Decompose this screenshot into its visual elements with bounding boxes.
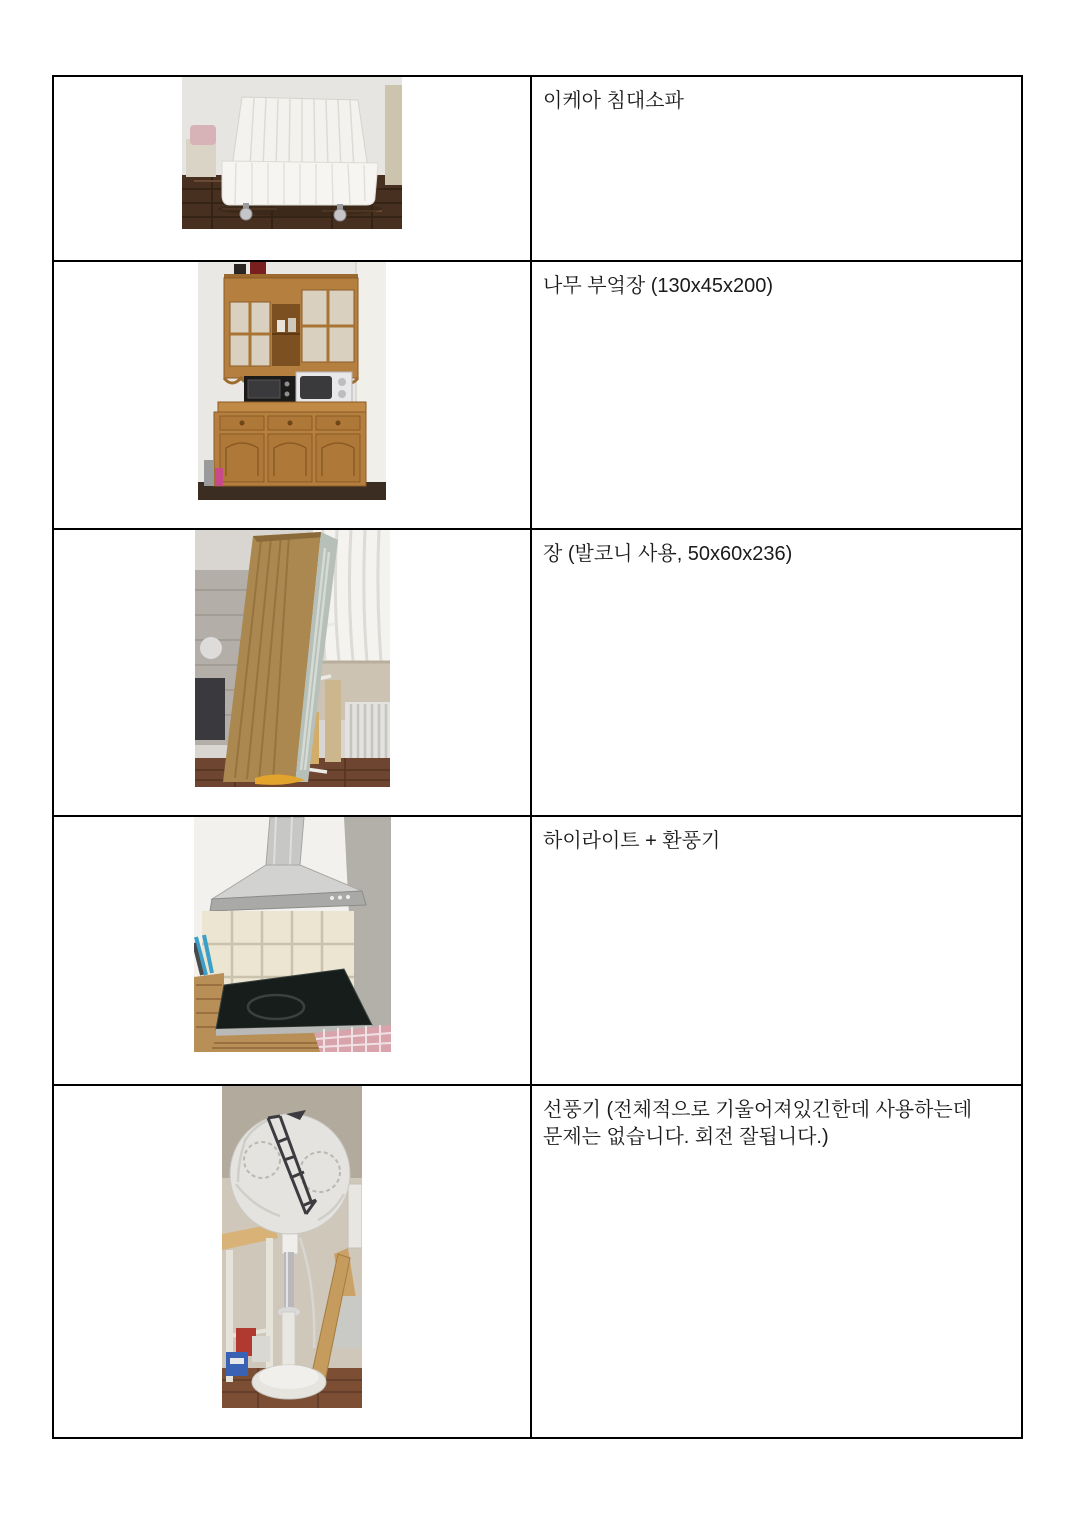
white-bucket bbox=[252, 1336, 270, 1362]
caster-right bbox=[334, 209, 346, 221]
item-label: 선풍기 (전체적으로 기울어져있긴한데 사용하는데 문제는 없습니다. 회전 잘됩니다.) bbox=[543, 1099, 973, 1148]
bag-label bbox=[230, 1358, 244, 1364]
item-label: 이케아 침대소파 bbox=[543, 90, 684, 112]
image-cell bbox=[53, 529, 531, 816]
standing-fan-photo bbox=[222, 1086, 362, 1408]
toaster-knob bbox=[285, 392, 290, 397]
image-cell bbox=[53, 76, 531, 261]
image-cell bbox=[53, 261, 531, 529]
table-row bbox=[53, 76, 1022, 261]
hood-chimney bbox=[266, 817, 304, 865]
item-label: 하이라이트 + 환풍기 bbox=[543, 830, 721, 852]
cooktop-and-range-hood-photo bbox=[194, 817, 391, 1052]
table-row bbox=[53, 1085, 1022, 1438]
wooden-kitchen-cabinet-photo bbox=[198, 262, 386, 500]
image-cell bbox=[53, 816, 531, 1085]
jar bbox=[288, 318, 296, 332]
items-table bbox=[52, 75, 1023, 1439]
microwave-dial bbox=[338, 378, 346, 386]
pink-cushion bbox=[190, 125, 216, 145]
bottle bbox=[204, 460, 214, 486]
drawer-knob bbox=[240, 421, 245, 426]
item-label: 나무 부엌장 (130x45x200) bbox=[543, 275, 774, 297]
label-cell bbox=[531, 1085, 1022, 1438]
label-cell bbox=[531, 261, 1022, 529]
item-label: 장 (발코니 사용, 50x60x236) bbox=[543, 543, 793, 565]
label-cell bbox=[531, 529, 1022, 816]
image-cell bbox=[53, 1085, 531, 1438]
leaning-wardrobe-photo bbox=[195, 530, 390, 787]
table-row bbox=[53, 261, 1022, 529]
drawer-knob bbox=[336, 421, 341, 426]
white-lamp bbox=[200, 637, 222, 659]
microwave-dial bbox=[338, 390, 346, 398]
chair-frame bbox=[325, 680, 341, 762]
hood-control bbox=[330, 896, 334, 900]
bottle bbox=[215, 468, 223, 486]
drawer-knob bbox=[288, 421, 293, 426]
label-cell bbox=[531, 816, 1022, 1085]
dark-shelf bbox=[195, 678, 225, 740]
beige-panel bbox=[385, 85, 402, 185]
label-cell bbox=[531, 76, 1022, 261]
window-frame bbox=[348, 1184, 362, 1248]
hood-control bbox=[346, 895, 350, 899]
table-row bbox=[53, 529, 1022, 816]
toaster-knob bbox=[285, 382, 290, 387]
counter-top bbox=[218, 402, 366, 412]
hood-control bbox=[338, 896, 342, 900]
fan-pole-chrome bbox=[284, 1252, 294, 1312]
cup bbox=[277, 320, 285, 332]
microwave-window bbox=[300, 376, 332, 399]
fan-base-top bbox=[259, 1365, 319, 1389]
toaster-window bbox=[248, 380, 280, 398]
table-row bbox=[53, 816, 1022, 1085]
ikea-sofa-bed-photo bbox=[182, 77, 402, 229]
caster-left bbox=[240, 208, 252, 220]
